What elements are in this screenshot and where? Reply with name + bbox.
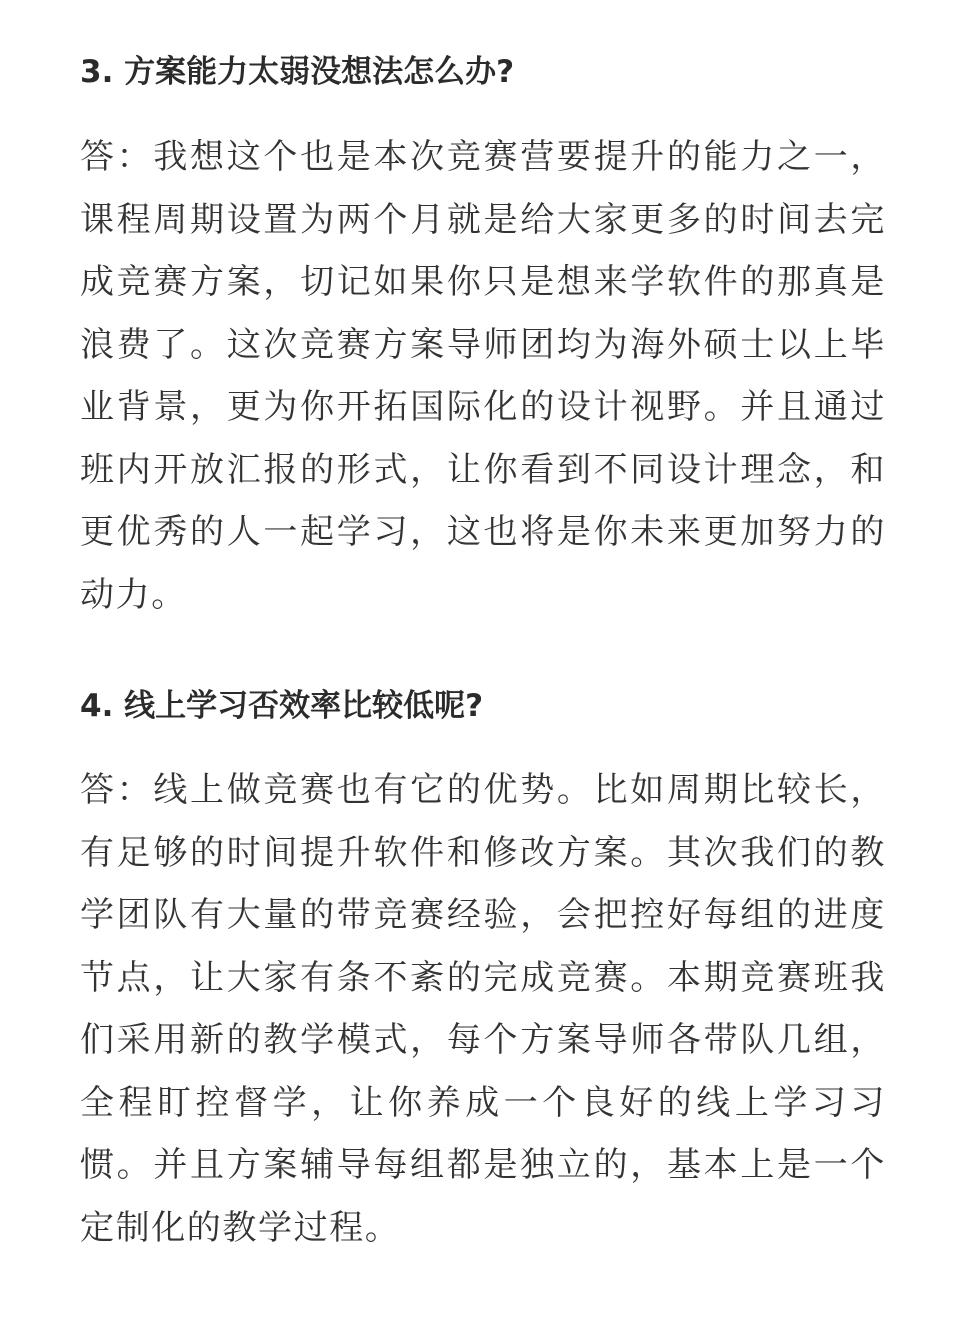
section-4-question-heading: 4. 线上学习否效率比较低呢? <box>80 688 484 724</box>
section-3-question-heading: 3. 方案能力太弱没想法怎么办? <box>80 54 515 90</box>
section-4-answer-paragraph: 答：线上做竞赛也有它的优势。比如周期比较长，有足够的时间提升软件和修改方案。其次我们的教学团队有大量的带竞赛经验，会把控好每组的进度节点，让大家有条不紊的完成竞赛。本期竞赛班我们采用新的教学模式，每个方案导师各带队几组，全程盯控督学，让你养成一个良好的线上学习习惯。并且方案辅导每组都是独立的，基本上是一个定制化的教学过程。 <box>80 770 886 1248</box>
section-3-answer-paragraph: 答：我想这个也是本次竞赛营要提升的能力之一，课程周期设置为两个月就是给大家更多的时间去完成竞赛方案，切记如果你只是想来学软件的那真是浪费了。这次竞赛方案导师团均为海外硕士以上毕业背景，更为你开拓国际化的设计视野。并且通过班内开放汇报的形式，让你看到不同设计理念，和更优秀的人一起学习，这也将是你未来更加努力的动力。 <box>80 137 886 615</box>
